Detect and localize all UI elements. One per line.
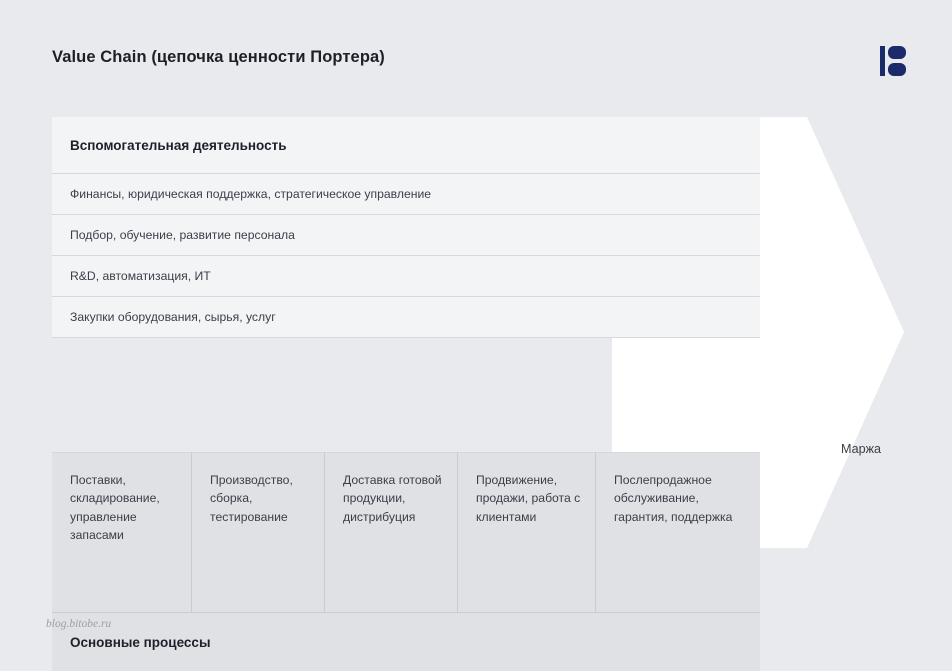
primary-activities-heading: Основные процессы xyxy=(52,612,760,671)
page-title: Value Chain (цепочка ценности Портера) xyxy=(52,48,385,66)
source-note: blog.bitobe.ru xyxy=(46,618,112,630)
support-activities-block xyxy=(52,117,760,338)
support-row-procurement: Закупки оборудования, сырья, услуг xyxy=(52,297,760,338)
support-row-hr: Подбор, обучение, развитие персонала xyxy=(52,215,760,256)
primary-cell-marketing-sales: Продвижение, продажи, работа с клиентами xyxy=(458,452,596,612)
primary-cell-inbound-logistics: Поставки, складирование, управление запасами xyxy=(52,452,192,612)
support-activities-heading: Вспомогательная деятельность xyxy=(52,117,760,174)
primary-cell-service: Послепродажное обслуживание, гарантия, поддержка xyxy=(596,452,760,612)
primary-cell-operations: Производство, сборка, тестирование xyxy=(192,452,325,612)
primary-cell-outbound-logistics: Доставка готовой продукции, дистрибуция xyxy=(325,452,458,612)
support-row-finance: Финансы, юридическая поддержка, стратегическое управление xyxy=(52,174,760,215)
bitobe-logo-icon xyxy=(880,46,906,76)
margin-label: Маржа xyxy=(840,442,882,456)
support-row-technology: R&D, автоматизация, ИТ xyxy=(52,256,760,297)
primary-activities-row xyxy=(52,452,760,612)
